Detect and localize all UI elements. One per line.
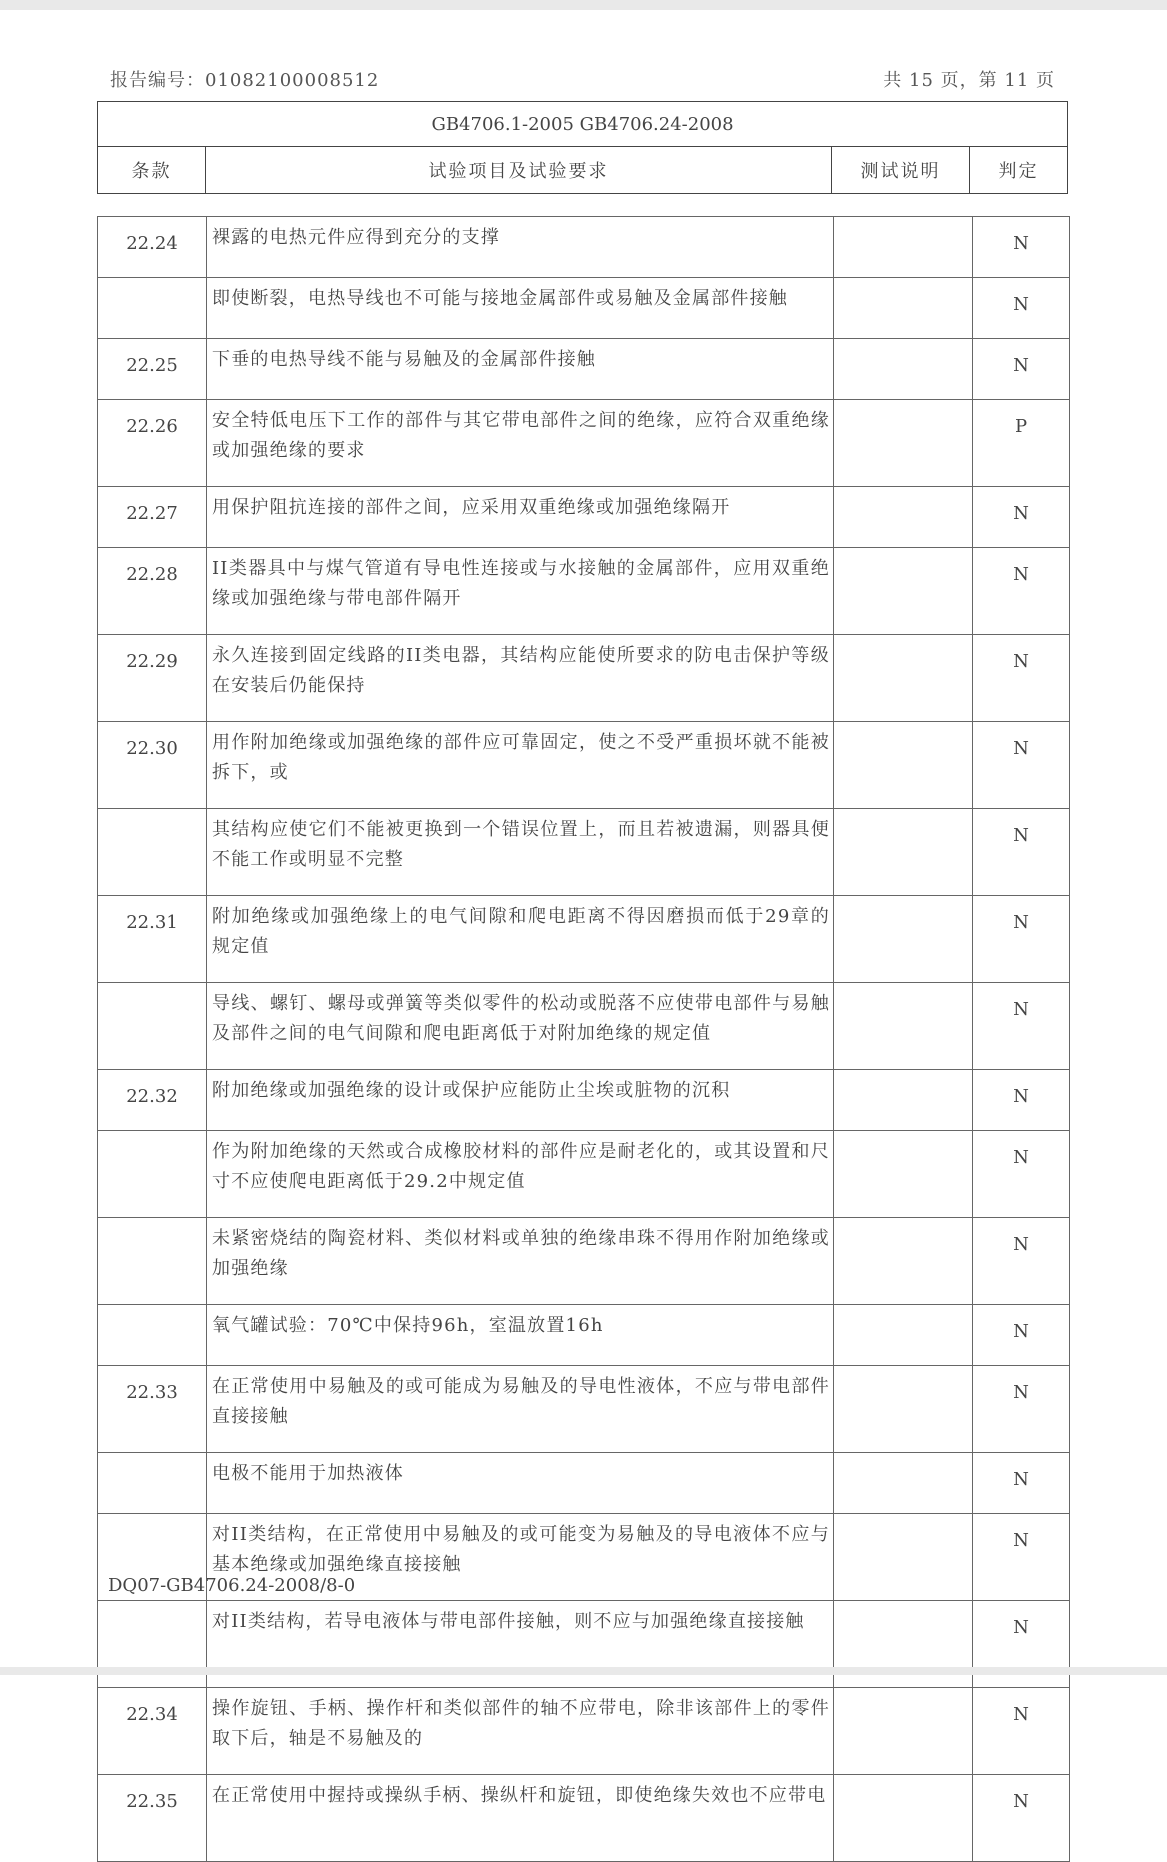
requirement-cell: 电极不能用于加热液体 <box>207 1453 834 1514</box>
requirement-cell: 附加绝缘或加强绝缘的设计或保护应能防止尘埃或脏物的沉积 <box>207 1070 834 1131</box>
clause-cell <box>98 1305 207 1366</box>
table-row <box>98 1366 1070 1453</box>
report-number: 报告编号：01082100008512 <box>110 70 380 91</box>
verdict-cell: N <box>973 722 1070 809</box>
standard-title: GB4706.1-2005 GB4706.24-2008 <box>98 102 1068 147</box>
column-header-clause: 条款 <box>98 147 206 194</box>
clause-cell: 22.25 <box>98 339 207 400</box>
table-row <box>98 635 1070 722</box>
clause-cell: 22.30 <box>98 722 207 809</box>
note-cell <box>834 1514 973 1601</box>
requirement-cell: 在正常使用中握持或操纵手柄、操纵杆和旋钮，即使绝缘失效也不应带电 <box>207 1775 834 1862</box>
top-margin-band <box>0 0 1167 10</box>
clause-cell <box>98 1131 207 1218</box>
note-cell <box>834 983 973 1070</box>
table-row <box>98 1305 1070 1366</box>
clause-cell: 22.33 <box>98 1366 207 1453</box>
note-cell <box>834 548 973 635</box>
verdict-cell: N <box>973 1218 1070 1305</box>
requirement-cell: II类器具中与煤气管道有导电性连接或与水接触的金属部件，应用双重绝缘或加强绝缘与带电部件隔开 <box>207 548 834 635</box>
verdict-cell: N <box>973 278 1070 339</box>
verdict-cell: N <box>973 548 1070 635</box>
verdict-cell: N <box>973 217 1070 278</box>
verdict-cell: N <box>973 1366 1070 1453</box>
verdict-cell: N <box>973 896 1070 983</box>
column-header-requirement: 试验项目及试验要求 <box>206 147 832 194</box>
verdict-cell: N <box>973 1131 1070 1218</box>
requirement-cell: 永久连接到固定线路的II类电器，其结构应能使所要求的防电击保护等级在安装后仍能保持 <box>207 635 834 722</box>
table-row <box>98 983 1070 1070</box>
table-row <box>98 809 1070 896</box>
note-cell <box>834 400 973 487</box>
verdict-cell: P <box>973 400 1070 487</box>
verdict-cell: N <box>973 635 1070 722</box>
standard-header-table <box>97 101 1068 194</box>
table-row <box>98 548 1070 635</box>
requirement-cell: 用保护阻抗连接的部件之间，应采用双重绝缘或加强绝缘隔开 <box>207 487 834 548</box>
note-cell <box>834 339 973 400</box>
table-row <box>98 1775 1070 1862</box>
table-row <box>98 278 1070 339</box>
verdict-cell: N <box>973 1070 1070 1131</box>
note-cell <box>834 1131 973 1218</box>
bottom-margin-band <box>0 1667 1167 1675</box>
requirement-cell: 用作附加绝缘或加强绝缘的部件应可靠固定，使之不受严重损坏就不能被拆下，或 <box>207 722 834 809</box>
requirement-cell: 未紧密烧结的陶瓷材料、类似材料或单独的绝缘串珠不得用作附加绝缘或加强绝缘 <box>207 1218 834 1305</box>
note-cell <box>834 1366 973 1453</box>
clause-cell: 22.32 <box>98 1070 207 1131</box>
note-cell <box>834 1305 973 1366</box>
verdict-cell: N <box>973 1775 1070 1862</box>
clause-cell: 22.27 <box>98 487 207 548</box>
verdict-cell: N <box>973 1453 1070 1514</box>
requirement-cell: 氧气罐试验：70℃中保持96h，室温放置16h <box>207 1305 834 1366</box>
test-items-table <box>97 216 1070 1862</box>
requirement-cell: 对II类结构，在正常使用中易触及的或可能变为易触及的导电液体不应与基本绝缘或加强绝缘直接接触 <box>207 1514 834 1601</box>
requirement-cell: 作为附加绝缘的天然或合成橡胶材料的部件应是耐老化的，或其设置和尺寸不应使爬电距离低于29.2中规定值 <box>207 1131 834 1218</box>
note-cell <box>834 1775 973 1862</box>
note-cell <box>834 1453 973 1514</box>
table-row <box>98 1070 1070 1131</box>
verdict-cell: N <box>973 983 1070 1070</box>
requirement-cell: 裸露的电热元件应得到充分的支撑 <box>207 217 834 278</box>
requirement-cell: 操作旋钮、手柄、操作杆和类似部件的轴不应带电，除非该部件上的零件取下后，轴是不易触及的 <box>207 1688 834 1775</box>
clause-cell <box>98 983 207 1070</box>
table-row <box>98 1453 1070 1514</box>
clause-cell: 22.35 <box>98 1775 207 1862</box>
page-indicator: 共 15 页，第 11 页 <box>883 70 1055 91</box>
note-cell <box>834 278 973 339</box>
note-cell <box>834 487 973 548</box>
requirement-cell: 在正常使用中易触及的或可能成为易触及的导电性液体，不应与带电部件直接接触 <box>207 1366 834 1453</box>
requirement-cell: 即使断裂，电热导线也不可能与接地金属部件或易触及金属部件接触 <box>207 278 834 339</box>
note-cell <box>834 1070 973 1131</box>
clause-cell: 22.26 <box>98 400 207 487</box>
note-cell <box>834 1688 973 1775</box>
note-cell <box>834 1218 973 1305</box>
verdict-cell: N <box>973 339 1070 400</box>
table-row <box>98 722 1070 809</box>
verdict-cell: N <box>973 1688 1070 1775</box>
verdict-cell: N <box>973 1514 1070 1601</box>
verdict-cell: N <box>973 1305 1070 1366</box>
requirement-cell: 下垂的电热导线不能与易触及的金属部件接触 <box>207 339 834 400</box>
note-cell <box>834 809 973 896</box>
clause-cell: 22.29 <box>98 635 207 722</box>
verdict-cell: N <box>973 487 1070 548</box>
column-header-note: 测试说明 <box>832 147 970 194</box>
table-row <box>98 1218 1070 1305</box>
note-cell <box>834 635 973 722</box>
document-code: DQ07-GB4706.24-2008/8-0 <box>108 1575 356 1596</box>
verdict-cell: N <box>973 809 1070 896</box>
clause-cell <box>98 278 207 339</box>
clause-cell <box>98 809 207 896</box>
requirement-cell: 对II类结构，若导电液体与带电部件接触，则不应与加强绝缘直接接触 <box>207 1601 834 1688</box>
table-row <box>98 339 1070 400</box>
requirement-cell: 其结构应使它们不能被更换到一个错误位置上，而且若被遗漏，则器具便不能工作或明显不完整 <box>207 809 834 896</box>
table-row <box>98 896 1070 983</box>
note-cell <box>834 217 973 278</box>
clause-cell: 22.24 <box>98 217 207 278</box>
table-row <box>98 400 1070 487</box>
table-row <box>98 1688 1070 1775</box>
clause-cell <box>98 1453 207 1514</box>
requirement-cell: 附加绝缘或加强绝缘上的电气间隙和爬电距离不得因磨损而低于29章的规定值 <box>207 896 834 983</box>
clause-cell: 22.28 <box>98 548 207 635</box>
note-cell <box>834 722 973 809</box>
column-header-verdict: 判定 <box>970 147 1068 194</box>
verdict-cell: N <box>973 1601 1070 1688</box>
clause-cell: 22.31 <box>98 896 207 983</box>
table-row <box>98 1131 1070 1218</box>
clause-cell <box>98 1218 207 1305</box>
requirement-cell: 安全特低电压下工作的部件与其它带电部件之间的绝缘，应符合双重绝缘或加强绝缘的要求 <box>207 400 834 487</box>
table-row <box>98 487 1070 548</box>
note-cell <box>834 896 973 983</box>
clause-cell: 22.34 <box>98 1688 207 1775</box>
requirement-cell: 导线、螺钉、螺母或弹簧等类似零件的松动或脱落不应使带电部件与易触及部件之间的电气间隙和爬电距离低于对附加绝缘的规定值 <box>207 983 834 1070</box>
table-row <box>98 217 1070 278</box>
